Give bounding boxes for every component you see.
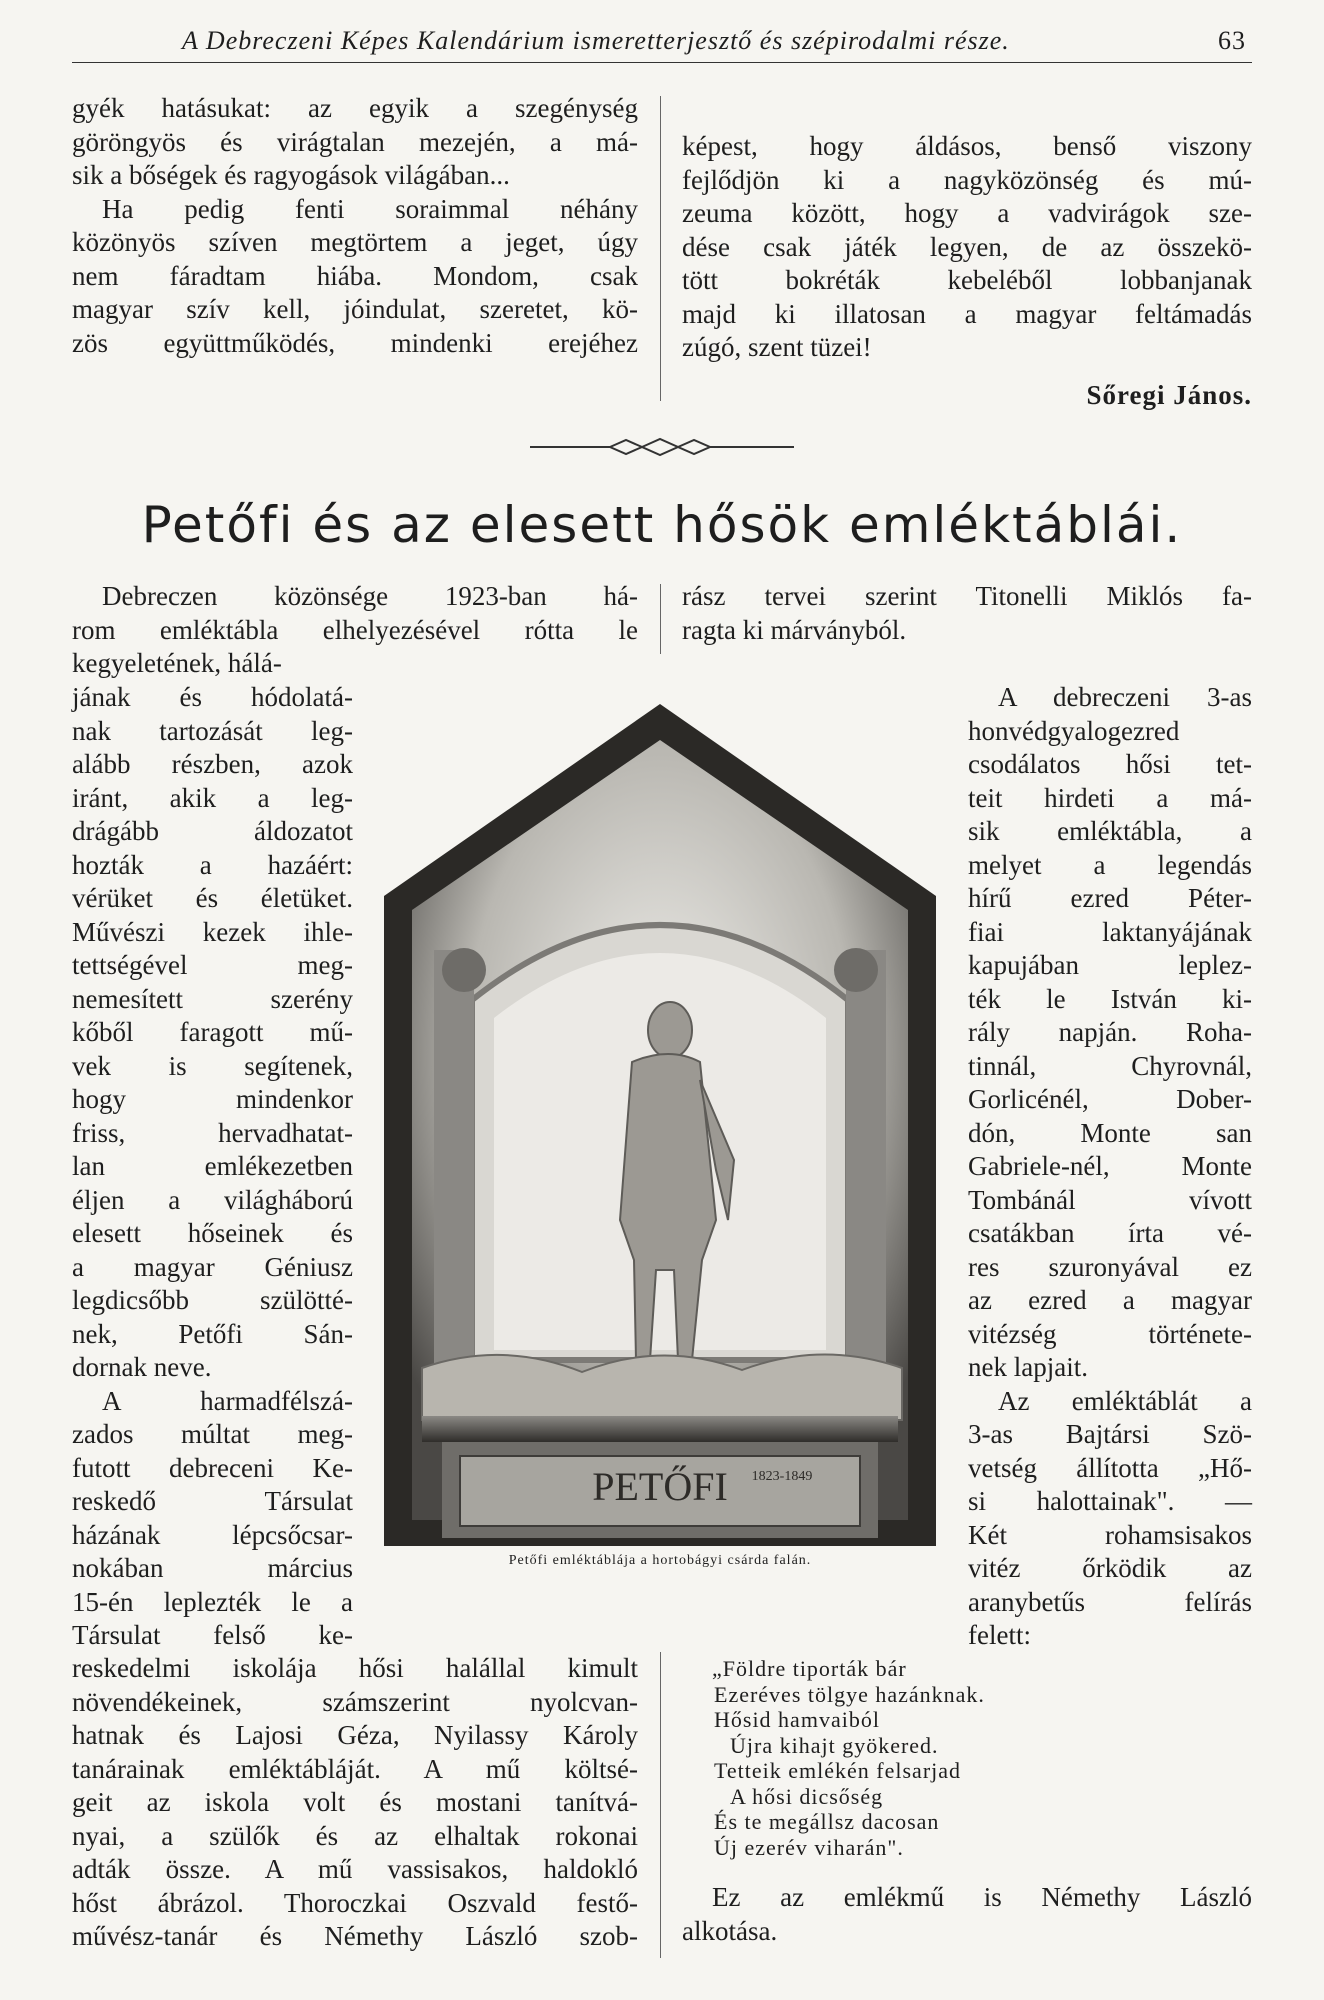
text-line: A debreczeni 3-as [998, 682, 1252, 712]
text-line: növendékeinek, számszerint nyolcvan- [72, 1686, 638, 1717]
text-line: si halottainak". — [968, 1486, 1252, 1516]
text-line: alább részben, azok [72, 749, 353, 779]
column-divider [660, 584, 661, 654]
text-line: művész-tanár és Némethy László szob- [72, 1921, 638, 1951]
text-line: göröngyös és virágtalan mezején, a má- [72, 126, 638, 157]
text-line: melyet a legendás [968, 849, 1252, 880]
text-line: házának lépcsőcsar- [72, 1519, 353, 1550]
text-line: zeuma között, hogy a vadvirágok sze- [682, 198, 1252, 228]
text-line: legdicsőbb szülötté- [72, 1285, 353, 1315]
text-line: fejlődjön ki a nagyközönség és mú- [682, 164, 1252, 195]
text-line: az ezred a magyar [968, 1285, 1252, 1315]
text-line: sik a bőségek és ragyogások világában... [72, 160, 510, 190]
article-bottom-left [72, 1652, 638, 1954]
text-line: nyai, a szülők és az elhaltak rokonai [72, 1820, 638, 1851]
text-line: felett: [968, 1620, 1031, 1650]
poem-line: Ezeréves tölgye hazánknak. [714, 1681, 985, 1707]
text-line: Gabriele-nél, Monte [968, 1151, 1252, 1181]
text-line: a magyar Géniusz [72, 1251, 353, 1282]
text-line: drágább áldozatot [72, 816, 353, 846]
text-line: nak tartozását leg- [72, 715, 353, 746]
text-line: fiai laktanyájának [968, 916, 1252, 947]
text-line: Két rohamsisakos [968, 1519, 1252, 1550]
text-line: közönyös szíven megtörtem a jeget, úgy [72, 227, 638, 257]
article-closing [682, 1881, 1252, 1948]
ornament-divider [530, 436, 794, 458]
text-line: 15-én leplezték le a [72, 1586, 353, 1617]
text-line: vitéz őrködik az [968, 1553, 1252, 1583]
text-line: Debreczen közönsége 1923-ban há- [102, 581, 638, 611]
text-line: lan emlékezetben [72, 1151, 353, 1181]
text-line: rász tervei szerint Titonelli Miklós fa- [682, 581, 1252, 611]
running-title: A Debreczeni Képes Kalendárium ismeretterjesztő és szépirodalmi része. [182, 26, 1010, 55]
figure-caption: Petőfi emléktáblája a hortobágyi csárda falán. [508, 1553, 812, 1568]
text-line: jának és hódolatá- [72, 682, 353, 712]
signature: Sőregi János. [1086, 379, 1252, 410]
text-line: zúgó, szent tüzei! [682, 332, 872, 362]
text-line: rály napján. Roha- [968, 1017, 1252, 1047]
text-line: csatákban írta vé- [968, 1218, 1252, 1248]
text-line: hozták a hazáért: [72, 849, 353, 880]
text-line: Ez az emlékmű is Némethy László [712, 1882, 1252, 1912]
article-narrow-right [968, 681, 1252, 1653]
text-line: nek, Petőfi Sán- [72, 1318, 353, 1349]
text-line: kőből faragott mű- [72, 1017, 353, 1047]
text-line: reskedelmi iskolája hősi halállal kimult [72, 1653, 638, 1683]
page-number: 63 [1218, 26, 1246, 55]
text-line: dése csak játék legyen, de az összekö- [682, 231, 1252, 262]
text-line: A harmadfélszá- [102, 1385, 353, 1416]
article-narrow-left [72, 681, 353, 1653]
text-line: futott debreceni Ke- [72, 1452, 353, 1483]
text-line: 3-as Bajtársi Szö- [968, 1419, 1252, 1449]
text-line: vitézség története- [968, 1318, 1252, 1349]
column-divider [660, 96, 661, 401]
plaque-inscription: PETŐFI [592, 1464, 728, 1509]
text-line: teit hirdeti a má- [968, 782, 1252, 813]
text-line: vérüket és életüket. [72, 883, 353, 913]
text-line: reskedő Társulat [72, 1486, 353, 1516]
text-line: tinnál, Chyrovnál, [968, 1050, 1252, 1081]
text-line: kapujában leplez- [968, 950, 1252, 980]
text-line: geit az iskola volt és mostani tanítvá- [72, 1787, 638, 1817]
memorial-plaque-photo [382, 700, 938, 1548]
poem-line: És te megállsz dacosan [714, 1809, 940, 1834]
text-line: nokában március [72, 1553, 353, 1583]
text-line: dón, Monte san [968, 1117, 1252, 1148]
text-line: ték le István ki- [968, 983, 1252, 1014]
text-line: Társulat felső ke- [72, 1620, 353, 1650]
text-line: nemesített szerény [72, 983, 353, 1014]
text-line: Ha pedig fenti soraimmal néhány [102, 193, 638, 224]
text-line: dornak neve. [72, 1352, 212, 1382]
text-line: csodálatos hősi tet- [968, 749, 1252, 779]
text-line: vetség állította „Hő- [968, 1452, 1252, 1483]
text-line: Az emléktáblát a [998, 1385, 1252, 1416]
text-line: zados múltat meg- [72, 1419, 353, 1449]
poem [694, 1656, 1214, 1860]
text-line: ragta ki márványból. [682, 614, 907, 645]
article-title: Petőfi és az elesett hősök emléktáblái. [141, 496, 1183, 554]
text-line: friss, hervadhatat- [72, 1117, 353, 1148]
text-line: hatnak és Lajosi Géza, Nyilassy Károly [72, 1720, 638, 1750]
poem-line: Hősid hamvaiból [714, 1707, 880, 1732]
text-line: Gorlicénél, Dober- [968, 1084, 1252, 1114]
text-line: vek is segítenek, [72, 1050, 353, 1081]
text-line: hőst ábrázol. Thoroczkai Oszvald festő- [72, 1887, 638, 1918]
poem-line: Újra kihajt gyökered. [730, 1732, 939, 1758]
text-line: iránt, akik a leg- [72, 782, 353, 813]
running-header [72, 22, 1252, 63]
text-line: honvédgyalogezred [968, 715, 1180, 746]
text-line: adták össze. A mű vassisakos, haldokló [72, 1854, 638, 1884]
text-line: magyar szív kell, jóindulat, szeretet, kö- [72, 294, 638, 324]
text-line: képest, hogy áldásos, benső viszony [682, 131, 1252, 161]
text-line: gyék hatásukat: az egyik a szegénység [72, 93, 638, 123]
column-divider [660, 1652, 661, 1958]
text-line: hogy mindenkor [72, 1084, 353, 1114]
text-line: res szuronyával ez [968, 1251, 1252, 1282]
plaque-inscription-small: 1823-1849 [751, 1469, 813, 1484]
poem-line: A hősi dicsőség [730, 1783, 884, 1809]
text-line: tött bokréták kebeléből lobbanjanak [682, 265, 1252, 295]
text-line: alkotása. [682, 1915, 778, 1946]
text-line: sik emléktábla, a [968, 816, 1252, 846]
prev-article-left-column [72, 92, 638, 360]
text-line: hírű ezred Péter- [968, 883, 1252, 913]
text-line: nek lapjait. [968, 1352, 1088, 1382]
poem-line: Új ezerév viharán". [714, 1834, 904, 1860]
prev-article-right-column [682, 130, 1252, 412]
text-line: éljen a világháború [72, 1184, 353, 1215]
text-line: aranybetűs felírás [968, 1586, 1252, 1617]
article-top-right [682, 580, 1252, 647]
text-line: elesett hőseinek és [72, 1218, 353, 1248]
text-line: kegyeletének, hálá- [72, 648, 282, 678]
text-line: Tombánál vívott [968, 1184, 1252, 1215]
text-line: tettségével meg- [72, 950, 353, 980]
text-line: tanárainak emléktábláját. A mű költsé- [72, 1753, 638, 1784]
text-line: majd ki illatosan a magyar feltámadás [682, 298, 1252, 329]
text-line: Művészi kezek ihle- [72, 916, 353, 947]
poem-line: „Földre tiporták bár [712, 1656, 907, 1681]
text-line: nem fáradtam hiába. Mondom, csak [72, 260, 638, 291]
poem-line: Tetteik emlékén felsarjad [714, 1758, 962, 1783]
text-line: rom emléktábla elhelyezésével rótta le [72, 614, 638, 645]
text-line: zös együttműködés, mindenki erejéhez [72, 327, 638, 358]
article-top-left [72, 580, 638, 681]
